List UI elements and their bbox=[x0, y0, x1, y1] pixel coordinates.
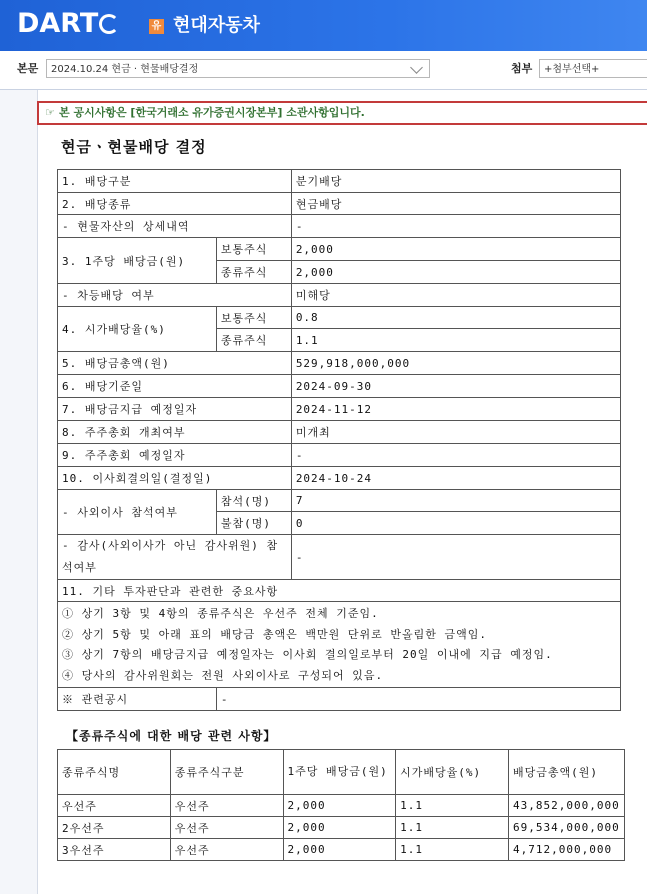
table-row bbox=[58, 398, 621, 421]
row-value: - bbox=[291, 215, 620, 238]
row-value: - bbox=[216, 688, 620, 711]
table-row bbox=[58, 375, 621, 398]
notes-cell bbox=[58, 602, 621, 688]
row-value: 현금배당 bbox=[291, 193, 620, 215]
row-label: 7. 배당금지급 예정일자 bbox=[58, 398, 292, 421]
note-line: ③ 상기 7항의 배당금지급 예정일자는 이사회 결의일로부터 20일 이내에 지급 예정임. bbox=[62, 648, 553, 661]
row-value: 2024-10-24 bbox=[291, 467, 620, 490]
table-row bbox=[58, 580, 621, 602]
row-value: 분기배당 bbox=[291, 170, 620, 193]
cell: 2,000 bbox=[283, 839, 396, 861]
cell: 3우선주 bbox=[58, 839, 171, 861]
sub-label: 보통주식 bbox=[216, 238, 291, 261]
row-label: ※ 관련공시 bbox=[58, 688, 217, 711]
cell: 43,852,000,000 bbox=[508, 795, 624, 817]
row-label: 8. 주주총회 개최여부 bbox=[58, 421, 292, 444]
company-type-badge: 유 bbox=[149, 19, 164, 34]
table-row bbox=[58, 602, 621, 688]
attach-select-value: +첨부선택+ bbox=[544, 64, 600, 75]
attach-select[interactable] bbox=[539, 59, 647, 78]
left-gutter bbox=[0, 90, 38, 894]
company-name[interactable]: 현대자동차 bbox=[173, 15, 260, 36]
cell: 4,712,000,000 bbox=[508, 839, 624, 861]
note-line: ④ 당사의 감사위원회는 전원 사외이사로 구성되어 있음. bbox=[62, 668, 384, 682]
row-label: - 차등배당 여부 bbox=[58, 284, 292, 307]
report-select[interactable] bbox=[46, 59, 430, 78]
table-row bbox=[58, 490, 621, 512]
column-header: 배당금총액(원) bbox=[508, 750, 624, 795]
table-row bbox=[58, 193, 621, 215]
table-row bbox=[58, 307, 621, 329]
table-row bbox=[58, 284, 621, 307]
table-row bbox=[58, 352, 621, 375]
table-row bbox=[58, 170, 621, 193]
row-value: 7 bbox=[291, 490, 620, 512]
cell: 1.1 bbox=[396, 795, 509, 817]
column-header: 종류주식구분 bbox=[170, 750, 283, 795]
row-label: 5. 배당금총액(원) bbox=[58, 352, 292, 375]
cell: 69,534,000,000 bbox=[508, 817, 624, 839]
cell: 2,000 bbox=[283, 795, 396, 817]
column-header: 종류주식명 bbox=[58, 750, 171, 795]
table-row bbox=[58, 795, 625, 817]
preferred-section-title: 【종류주식에 대한 배당 관련 사항】 bbox=[66, 729, 277, 743]
notice-text: 본 공시사항은 [한국거래소 유가증권시장본부] 소관사항입니다. bbox=[59, 106, 365, 119]
jurisdiction-notice bbox=[37, 101, 647, 125]
cell: 우선주 bbox=[170, 839, 283, 861]
table-row bbox=[58, 839, 625, 861]
row-value: 2,000 bbox=[291, 261, 620, 284]
report-select-value: 2024.10.24 현금 · 현물배당결정 bbox=[51, 64, 199, 75]
document-toolbar bbox=[0, 51, 647, 90]
app-header bbox=[0, 0, 647, 51]
cell: 1.1 bbox=[396, 839, 509, 861]
row-label: 9. 주주총회 예정일자 bbox=[58, 444, 292, 467]
row-label: - 사외이사 참석여부 bbox=[58, 490, 217, 535]
logo-swoosh-icon bbox=[99, 14, 119, 34]
cell: 우선주 bbox=[58, 795, 171, 817]
pointing-hand-icon: ☞ bbox=[45, 106, 55, 119]
note-line: ② 상기 5항 및 아래 표의 배당금 총액은 백만원 단위로 반올림한 금액임. bbox=[62, 627, 487, 641]
report-label: 본문 bbox=[17, 62, 39, 75]
row-value: 2024-09-30 bbox=[291, 375, 620, 398]
table-row bbox=[58, 688, 621, 711]
row-value: - bbox=[291, 535, 620, 580]
row-label: - 현물자산의 상세내역 bbox=[58, 215, 292, 238]
cell: 2,000 bbox=[283, 817, 396, 839]
row-value: 2,000 bbox=[291, 238, 620, 261]
table-row bbox=[58, 421, 621, 444]
sub-label: 참석(명) bbox=[216, 490, 291, 512]
row-label: 4. 시가배당율(%) bbox=[58, 307, 217, 352]
note-line: ① 상기 3항 및 4항의 종류주식은 우선주 전체 기준임. bbox=[62, 607, 379, 620]
column-header: 1주당 배당금(원) bbox=[283, 750, 396, 795]
row-value: 1.1 bbox=[291, 329, 620, 352]
row-value: 529,918,000,000 bbox=[291, 352, 620, 375]
table-row bbox=[58, 467, 621, 490]
sub-label: 불참(명) bbox=[216, 512, 291, 535]
cell: 우선주 bbox=[170, 795, 283, 817]
row-label: 10. 이사회결의일(결정일) bbox=[58, 467, 292, 490]
row-label: 6. 배당기준일 bbox=[58, 375, 292, 398]
table-row bbox=[58, 817, 625, 839]
table-header-row bbox=[58, 750, 625, 795]
table-row bbox=[58, 215, 621, 238]
cell: 2우선주 bbox=[58, 817, 171, 839]
table-row bbox=[58, 535, 621, 580]
row-label: 1. 배당구분 bbox=[58, 170, 292, 193]
sub-label: 종류주식 bbox=[216, 261, 291, 284]
row-label: 11. 기타 투자판단과 관련한 중요사항 bbox=[58, 580, 621, 602]
dividend-table bbox=[57, 169, 621, 711]
sub-label: 보통주식 bbox=[216, 307, 291, 329]
column-header: 시가배당율(%) bbox=[396, 750, 509, 795]
row-value: 미개최 bbox=[291, 421, 620, 444]
table-row bbox=[58, 444, 621, 467]
preferred-dividend-table bbox=[57, 749, 625, 861]
chevron-down-icon bbox=[410, 61, 423, 74]
row-label: - 감사(사외이사가 아닌 감사위원) 참석여부 bbox=[58, 535, 292, 580]
cell: 우선주 bbox=[170, 817, 283, 839]
attach-label: 첨부 bbox=[511, 62, 533, 75]
row-value: 0.8 bbox=[291, 307, 620, 329]
row-label: 3. 1주당 배당금(원) bbox=[58, 238, 217, 284]
row-value: - bbox=[291, 444, 620, 467]
row-value: 0 bbox=[291, 512, 620, 535]
dart-logo[interactable]: DART bbox=[17, 9, 119, 39]
row-label: 2. 배당종류 bbox=[58, 193, 292, 215]
table-row bbox=[58, 238, 621, 261]
row-value: 2024-11-12 bbox=[291, 398, 620, 421]
row-value: 미해당 bbox=[291, 284, 620, 307]
sub-label: 종류주식 bbox=[216, 329, 291, 352]
page-title: 현금ㆍ현물배당 결정 bbox=[61, 138, 207, 156]
cell: 1.1 bbox=[396, 817, 509, 839]
